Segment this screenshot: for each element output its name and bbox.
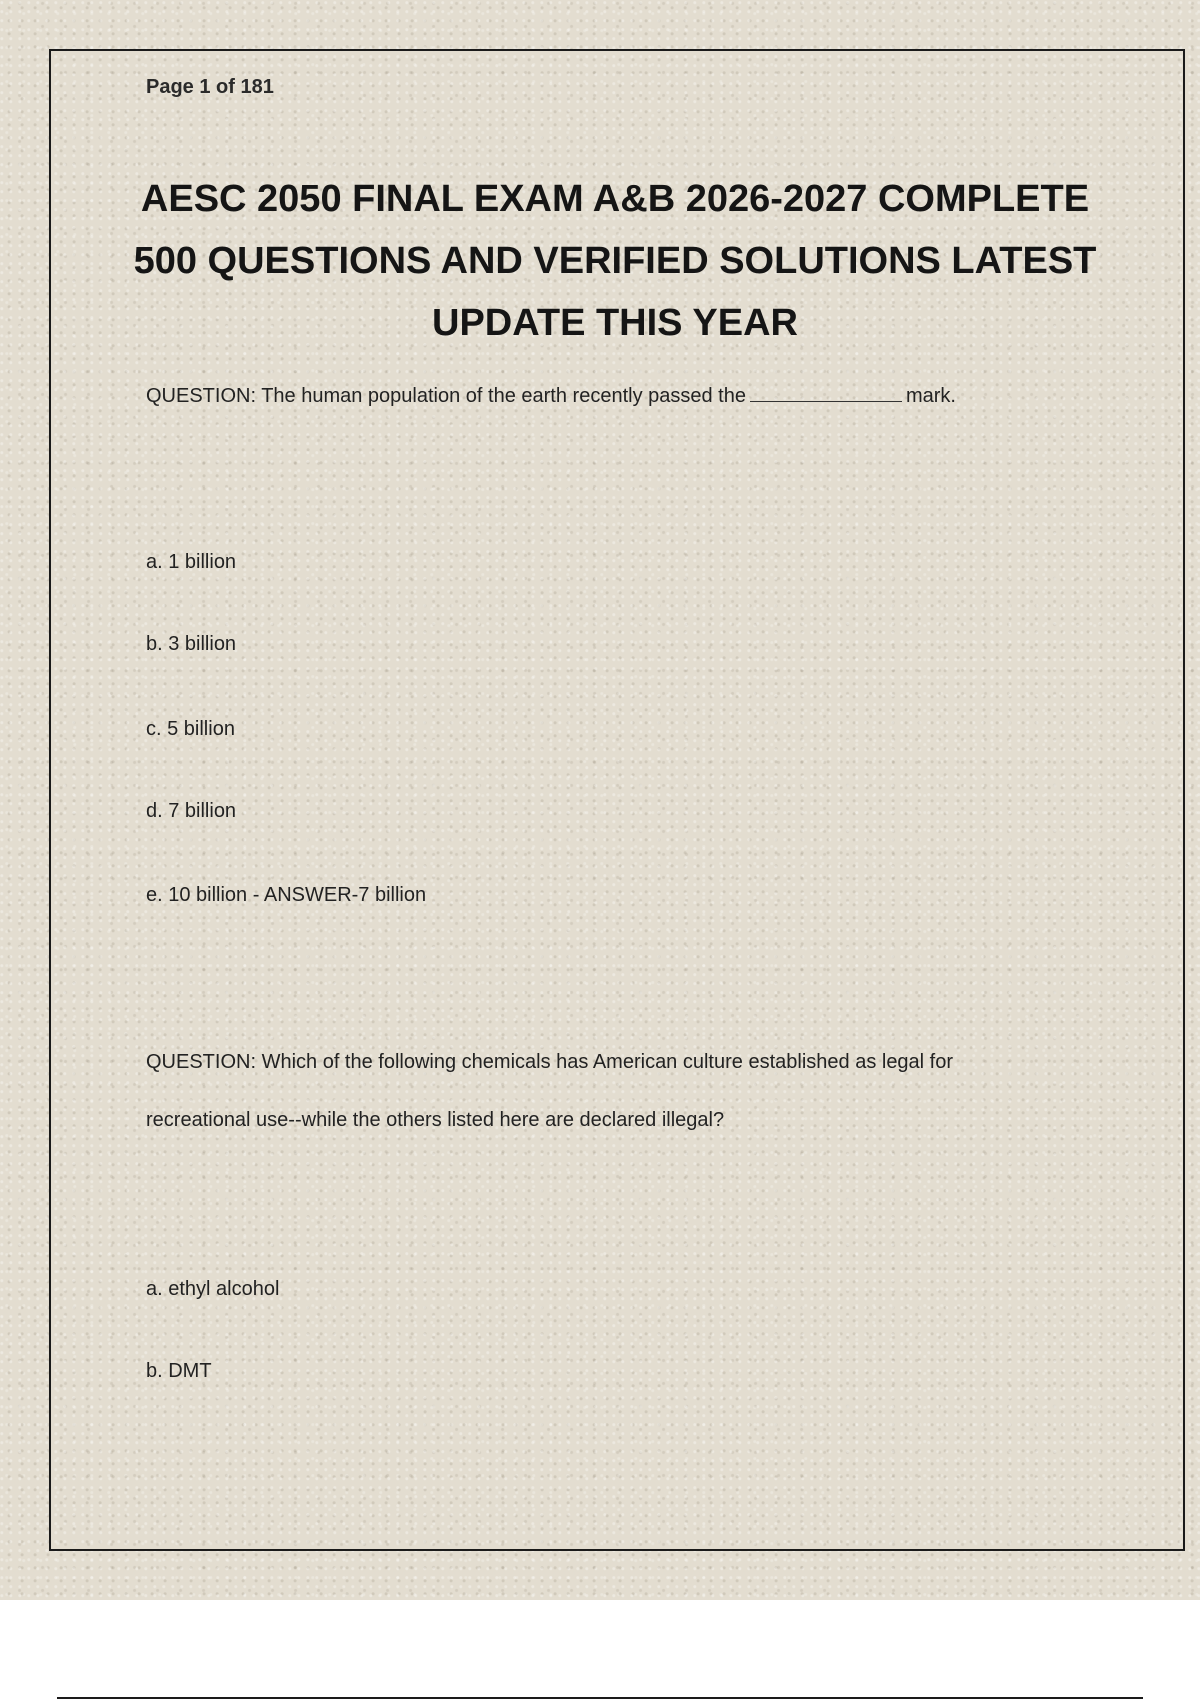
question-2-prompt-line-1: QUESTION: Which of the following chemicals has American culture established as legal for — [146, 1051, 954, 1073]
footer-divider — [57, 1697, 1143, 1699]
document-title: AESC 2050 FINAL EXAM A&B 2026-2027 COMPLETE 500 QUESTIONS AND VERIFIED SOLUTIONS LATEST UPDATE THIS YEAR — [133, 178, 1097, 344]
question-1-option-d: d. 7 billion — [146, 800, 237, 822]
question-2-prompt-line-2: recreational use--while the others listed here are declared illegal? — [146, 1109, 725, 1131]
question-1-option-c: c. 5 billion — [146, 718, 235, 740]
question-1-prompt-end: mark. — [905, 385, 956, 407]
fill-in-blank — [750, 401, 902, 402]
question-1-option-e-answer: e. 10 billion - ANSWER-7 billion — [146, 884, 427, 906]
page-number: Page 1 of 181 — [146, 76, 274, 98]
question-1-option-a: a. 1 billion — [146, 551, 237, 573]
question-2-option-a: a. ethyl alcohol — [146, 1278, 280, 1300]
question-2-option-b: b. DMT — [146, 1360, 212, 1382]
question-1-option-b: b. 3 billion — [146, 633, 237, 655]
question-1-prompt-start: QUESTION: The human population of the earth recently passed the — [146, 385, 746, 407]
question-1-prompt — [146, 385, 956, 408]
